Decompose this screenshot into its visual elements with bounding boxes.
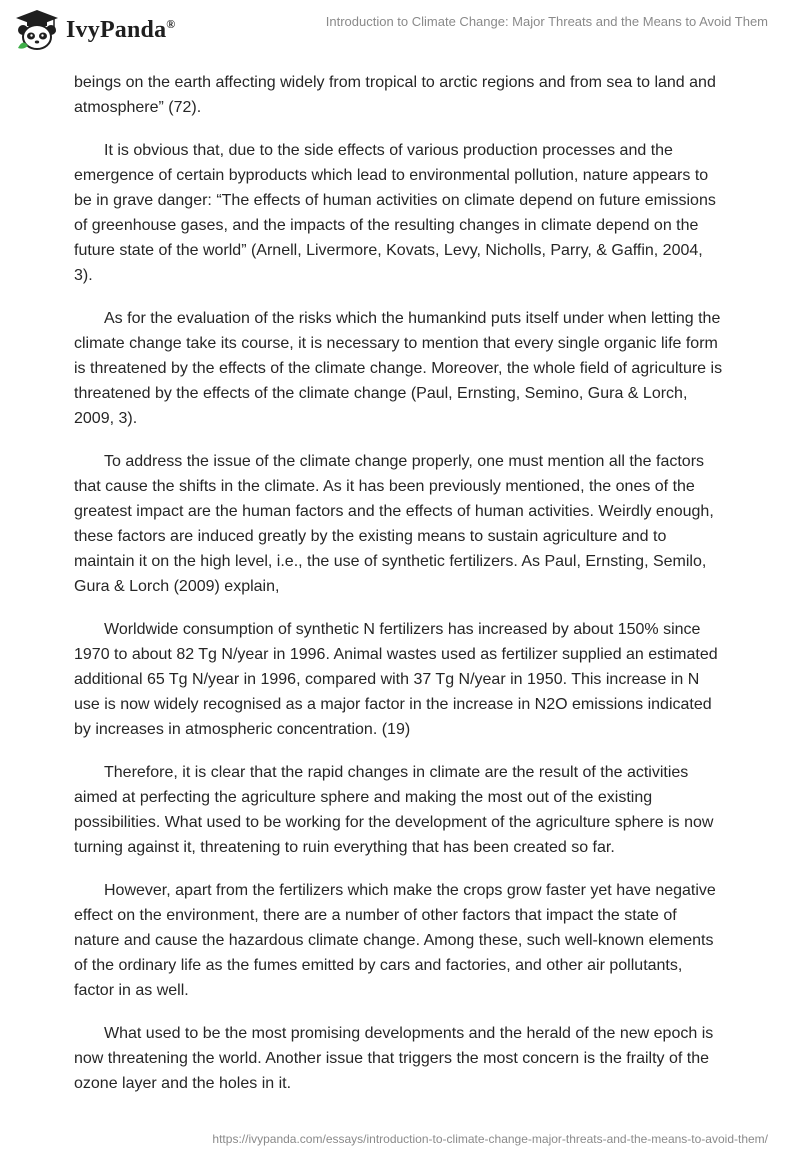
essay-body xyxy=(74,70,724,1114)
source-url[interactable]: https://ivypanda.com/essays/introduction-to-climate-change-major-threats-and-the-means-to-avoid-them/ xyxy=(212,1132,768,1146)
block-quote: Worldwide consumption of synthetic N fertilizers has increased by about 150% since 1970 to about 82 Tg N/year in 1996. Animal wastes used as fertilizer supplied an estimated additional 65 Tg N/year in 1996, compared with 37 Tg N/year in 1950. This increase in N use is now widely recognised as a major factor in the increase in N2O emissions indicated by increases in atmospheric concentration. (19) xyxy=(74,621,718,738)
paragraph: To address the issue of the climate change properly, one must mention all the factors that cause the shifts in the climate. As it has been previously mentioned, the ones of the greatest impact are the human factors and the effects of human activities. Weirdly enough, these factors are induced greatly by the existing means to sustain agriculture and to maintain it on the high level, i.e., the use of synthetic fertilizers. As Paul, Ernsting, Semilo, Gura & Lorch (2009) explain, xyxy=(74,453,714,595)
paragraph: beings on the earth affecting widely from tropical to arctic regions and from sea to land and atmosphere” (72). xyxy=(74,74,716,116)
paragraph: Therefore, it is clear that the rapid changes in climate are the result of the activities aimed at perfecting the agriculture sphere and making the most out of the existing possibilities. What used to be working for the development of the agriculture sphere is now turning against it, threatening to ruin everything that has been created so far. xyxy=(74,764,714,856)
paragraph: It is obvious that, due to the side effects of various production processes and the emergence of certain byproducts which lead to environmental pollution, nature appears to be in grave danger: “The effects of human activities on climate depend on future emissions of greenhouse gases, and the impacts of the resulting changes in climate depend on the future state of the world” (Arnell, Livermore, Kovats, Levy, Nicholls, Parry, & Gaffin, 2004, 3). xyxy=(74,142,716,284)
panda-graduate-icon xyxy=(14,8,60,52)
document-title: Introduction to Climate Change: Major Threats and the Means to Avoid Them xyxy=(325,14,768,29)
paragraph: What used to be the most promising developments and the herald of the new epoch is now threatening the world. Another issue that triggers the most concern is the frailty of the ozone layer and the holes in it. xyxy=(74,1025,714,1092)
logo-text xyxy=(66,17,175,44)
paragraph: As for the evaluation of the risks which the humankind puts itself under when letting the climate change take its course, it is necessary to mention that every single organic life form is threatened by the effects of the climate change. Moreover, the whole field of agriculture is threatened by the effects of the climate change (Paul, Ernsting, Semino, Gura & Lorch, 2009, 3). xyxy=(74,310,723,427)
page-header xyxy=(0,0,800,62)
registered-mark: ® xyxy=(166,16,176,31)
logo[interactable] xyxy=(14,8,175,52)
logo-name: IvyPanda xyxy=(66,16,167,43)
paragraph: However, apart from the fertilizers which make the crops grow faster yet have negative effect on the environment, there are a number of other factors that impact the state of nature and cause the hazardous climate change. Among these, such well-known elements of the ordinary life as the fumes emitted by cars and factories, and other air pollutants, factor in as well. xyxy=(74,882,716,999)
